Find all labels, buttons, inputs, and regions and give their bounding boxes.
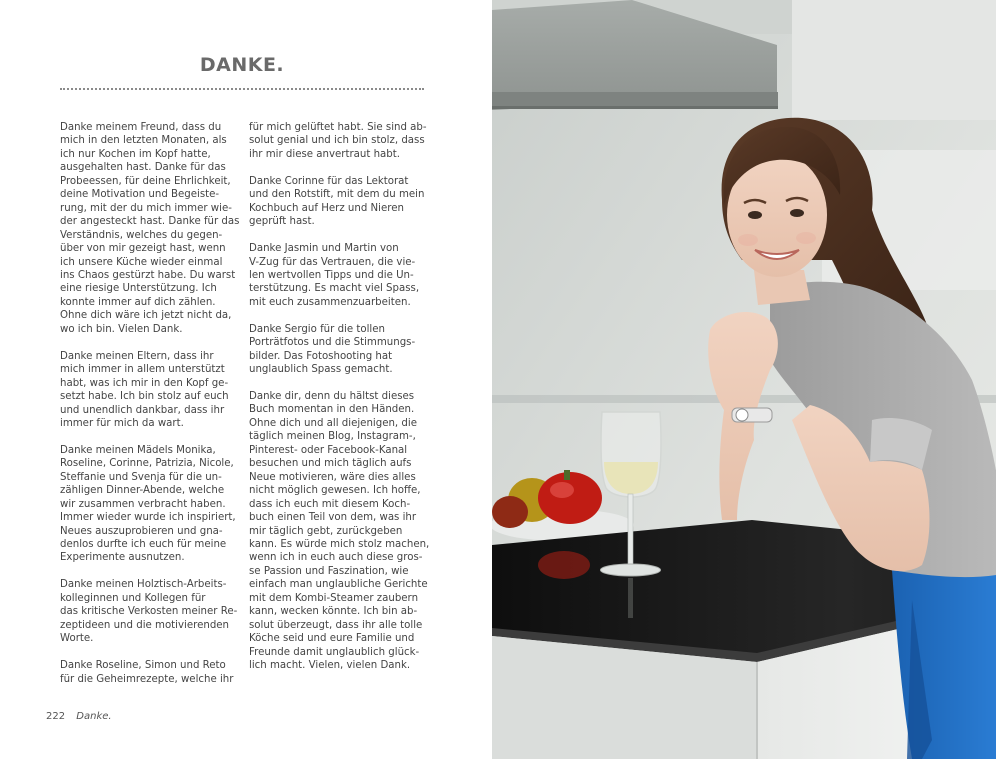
text-line: Köche seid und eure Familie und — [249, 633, 415, 645]
paragraph — [249, 323, 429, 377]
text-line: unglaublich Spass gemacht. — [249, 364, 393, 376]
text-line: habt, was ich mir in den Kopf ge- — [60, 377, 229, 389]
text-line: mich in den letzten Monaten, als — [60, 135, 227, 147]
paragraph — [60, 578, 240, 645]
text-line: und unendlich dankbar, dass ihr — [60, 404, 225, 416]
text-line: setzt habe. Ich bin stolz auf euch — [60, 391, 229, 403]
text-column-right — [249, 121, 429, 686]
text-line: für mich gelüftet habt. Sie sind ab- — [249, 122, 427, 133]
text-line: deine Motivation und Begeiste- — [60, 189, 220, 201]
paragraph — [60, 659, 240, 686]
text-line: zähligen Dinner-Abende, welche — [60, 485, 225, 497]
text-line: denlos durfte ich euch für meine — [60, 539, 227, 551]
text-line: Ohne dich wäre ich jetzt nicht da, — [60, 310, 232, 322]
text-line: solut überzeugt, dass ihr alle tolle — [249, 619, 423, 631]
paragraph — [60, 121, 240, 336]
text-line: Buch momentan in den Händen. — [249, 404, 415, 416]
text-line: rung, mit der du mich immer wie- — [60, 202, 232, 214]
text-line: ich nur Kochen im Kopf hatte, — [60, 148, 211, 160]
text-line: se Passion und Faszination, wie — [249, 565, 409, 577]
paragraph — [249, 121, 429, 161]
text-line: Danke Roseline, Simon und Reto — [60, 660, 226, 672]
text-line: Danke meinem Freund, dass du — [60, 122, 222, 133]
text-line: Danke meinen Eltern, dass ihr — [60, 350, 214, 362]
text-line: Steffanie und Svenja für die un- — [60, 471, 222, 483]
text-line: wenn ich in euch auch diese gros- — [249, 552, 423, 564]
text-line: Danke meinen Mädels Monika, — [60, 444, 216, 456]
text-line: Ohne dich und all diejenigen, die — [249, 417, 417, 429]
text-line: zeptideen und die motivierenden — [60, 619, 230, 631]
page-footer — [46, 711, 112, 722]
text-line: kolleginnen und Kollegen für — [60, 592, 206, 604]
text-line: und den Rotstift, mit dem du mein — [249, 189, 425, 201]
page-number: 222 — [46, 711, 66, 722]
text-line: kann. Es würde mich stolz machen, — [249, 538, 430, 550]
text-line: Danke meinen Holztisch-Arbeits- — [60, 579, 227, 591]
text-line: terstützung. Es macht viel Spass, — [249, 283, 420, 295]
left-page — [0, 0, 492, 759]
text-line: Porträtfotos und die Stimmungs- — [249, 337, 416, 349]
text-line: Kochbuch auf Herz und Nieren — [249, 202, 404, 214]
text-line: mit dem Kombi-Steamer zaubern — [249, 592, 419, 604]
text-line: lich macht. Vielen, vielen Dank. — [249, 660, 411, 672]
paragraph — [249, 390, 429, 673]
text-line: Neues auszuprobieren und gna- — [60, 525, 223, 537]
text-line: buch einen Teil von dem, was ihr — [249, 512, 417, 524]
text-line: V-Zug für das Vertrauen, die vie- — [249, 256, 416, 268]
kitchen-portrait-photo — [492, 0, 996, 759]
text-line: Immer wieder wurde ich inspiriert, — [60, 512, 236, 524]
title-dotted-rule — [60, 88, 424, 90]
text-line: Pinterest- oder Facebook-Kanal — [249, 444, 408, 456]
text-line: ausgehalten hast. Danke für das — [60, 162, 226, 174]
paragraph — [249, 175, 429, 229]
text-line: mich immer in allem unterstützt — [60, 364, 225, 376]
text-line: konnte immer auf dich zählen. — [60, 296, 216, 308]
text-line: solut genial und ich bin stolz, dass — [249, 135, 425, 147]
text-line: bilder. Das Fotoshooting hat — [249, 350, 393, 362]
paragraph — [249, 242, 429, 309]
text-line: wo ich bin. Vielen Dank. — [60, 323, 183, 335]
text-line: Roseline, Corinne, Patrizia, Nicole, — [60, 458, 234, 470]
text-line: Probeessen, für deine Ehrlichkeit, — [60, 175, 231, 187]
page-title: DANKE. — [199, 54, 285, 76]
text-line: wir zusammen verbracht haben. — [60, 498, 226, 510]
text-line: nicht möglich gewesen. Ich hoffe, — [249, 485, 421, 497]
running-title: Danke. — [76, 711, 112, 722]
text-line: ich unsere Küche wieder einmal — [60, 256, 223, 268]
text-line: der angesteckt hast. Danke für das — [60, 216, 240, 228]
text-line: immer für mich da wart. — [60, 417, 184, 429]
text-line: Danke Corinne für das Lektorat — [249, 175, 409, 187]
text-line: Freunde damit unglaublich glück- — [249, 646, 420, 658]
text-line: eine riesige Unterstützung. Ich — [60, 283, 217, 295]
paragraph — [60, 444, 240, 565]
text-line: täglich meinen Blog, Instagram-, — [249, 431, 416, 443]
text-line: dass ich euch mit diesem Koch- — [249, 498, 411, 510]
text-line: Danke Sergio für die tollen — [249, 323, 385, 335]
text-line: Neue motivieren, wäre dies alles — [249, 471, 416, 483]
text-line: Danke Jasmin und Martin von — [249, 243, 399, 255]
text-line: len wertvollen Tipps und die Un- — [249, 269, 414, 281]
text-line: einfach man unglaubliche Gerichte — [249, 579, 428, 591]
paragraph — [60, 350, 240, 431]
text-column-left — [60, 121, 240, 699]
text-line: ihr mir diese anvertraut habt. — [249, 148, 400, 160]
text-line: das kritische Verkosten meiner Re- — [60, 606, 238, 618]
text-line: geprüft hast. — [249, 216, 315, 228]
text-line: besuchen und mich täglich aufs — [249, 458, 412, 470]
text-line: mir täglich gebt, zurückgeben — [249, 525, 403, 537]
text-line: Experimente ausnutzen. — [60, 552, 185, 564]
text-line: Verständnis, welches du gegen- — [60, 229, 223, 241]
text-line: ins Chaos gestürzt habe. Du warst — [60, 269, 236, 281]
text-line: über von mir gezeigt hast, wenn — [60, 243, 226, 255]
text-line: Danke dir, denn du hältst dieses — [249, 391, 415, 402]
text-line: für die Geheimrezepte, welche ihr — [60, 673, 234, 685]
text-line: Worte. — [60, 633, 94, 645]
text-line: kann, wecken könnte. Ich bin ab- — [249, 606, 418, 618]
text-line: mit euch zusammenzuarbeiten. — [249, 296, 411, 308]
